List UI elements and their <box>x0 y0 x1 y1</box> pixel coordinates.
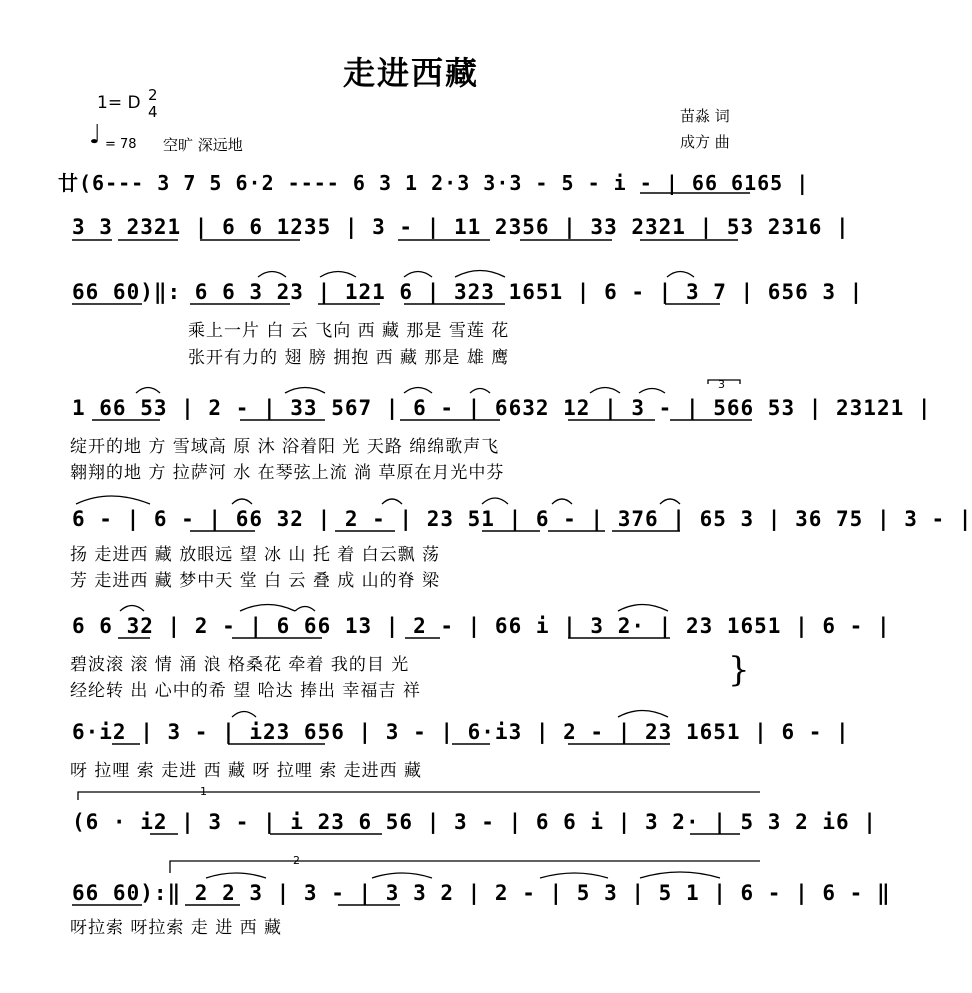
lyric-line-3-verse-2: 张开有力的 翅 膀 拥抱 西 藏 那是 雄 鹰 <box>188 348 510 368</box>
score-line-5: 6 - | 6 - | 66 32 | 2 - | 23 51 | 6 - | 376 | 65 3 | 36 75 | 3 - | <box>72 507 972 531</box>
volta-2-number: 2 <box>293 854 300 867</box>
quarter-note-icon: ♩ <box>89 120 102 150</box>
lyricist-credit: 苗淼 词 <box>680 107 730 125</box>
score-line-3: 66 60)‖: 6 6 3 23 | 121 6 | 323 1651 | 6 - | 3 7 | 656 3 | <box>72 280 864 304</box>
score-line-1: 廿(6--- 3 7 5 6·2 ---- 6 3 1 2·3 3·3 - 5 - i - | 66 6165 | <box>58 171 810 195</box>
score-line-8: (6 · i2 | 3 - | i 23 6 56 | 3 - | 6 6 i | 3 2· | 5 3 2 i6 | <box>72 810 877 834</box>
lyric-line-9: 呀拉索 呀拉索 走 进 西 藏 <box>70 918 283 938</box>
volta-1-bracket <box>78 792 760 800</box>
song-title: 走进西藏 <box>342 54 479 92</box>
lyric-line-4-verse-1: 绽开的地 方 雪域高 原 沐 浴着阳 光 天路 绵绵歌声飞 <box>70 437 500 457</box>
lyric-line-6-verse-2: 经纶转 出 心中的希 望 哈达 捧出 幸福吉 祥 <box>70 681 421 701</box>
lyric-line-3-verse-1: 乘上一片 白 云 飞向 西 藏 那是 雪莲 花 <box>188 321 510 341</box>
score-line-9: 66 60):‖ 2 2 3 | 3 - | 3 3 2 | 2 - | 5 3 | 5 1 | 6 - | 6 - ‖ <box>72 881 891 905</box>
volta-1-number: 1 <box>200 785 207 798</box>
volta-2-bracket <box>170 861 760 873</box>
slur-arcs <box>76 271 740 879</box>
score-line-2: 3 3 2321 | 6 6 1235 | 3 - | 11 2356 | 33 2321 | 53 2316 | <box>72 215 850 239</box>
key-signature: 1= D <box>97 93 141 113</box>
tempo: = 78 <box>105 137 137 152</box>
lyric-line-4-verse-2: 翱翔的地 方 拉萨河 水 在琴弦上流 淌 草原在月光中芬 <box>70 463 505 483</box>
triplet-mark: 3 <box>718 378 725 391</box>
beam-lines <box>72 193 752 905</box>
lyric-line-7: 呀 拉哩 索 走进 西 藏 呀 拉哩 索 走进西 藏 <box>70 761 423 781</box>
lyric-line-6-verse-1: 碧波滚 滚 情 涌 浪 格桑花 牵着 我的目 光 <box>70 655 410 675</box>
lyric-line-5-verse-2: 芳 走进西 藏 梦中天 堂 白 云 叠 成 山的脊 梁 <box>70 571 441 591</box>
score-line-4: 1 66 53 | 2 - | 33 567 | 6 - | 6632 12 | 3 - | 566 53 | 23121 | <box>72 396 932 420</box>
lyric-line-5-verse-1: 扬 走进西 藏 放眼远 望 冰 山 托 着 白云飘 荡 <box>70 545 441 565</box>
score-line-7: 6·i2 | 3 - | i23 656 | 3 - | 6·i3 | 2 - | 23 1651 | 6 - | <box>72 720 850 744</box>
time-signature-top: 2 <box>148 86 158 104</box>
expression-mark: 空旷 深远地 <box>163 136 243 154</box>
composer-credit: 成方 曲 <box>680 133 730 151</box>
time-signature-bottom: 4 <box>148 103 158 121</box>
score-line-6: 6 6 32 | 2 - | 6 66 13 | 2 - | 66 i | 3 2· | 23 1651 | 6 - | <box>72 614 891 638</box>
verse-brace: } <box>728 650 750 690</box>
